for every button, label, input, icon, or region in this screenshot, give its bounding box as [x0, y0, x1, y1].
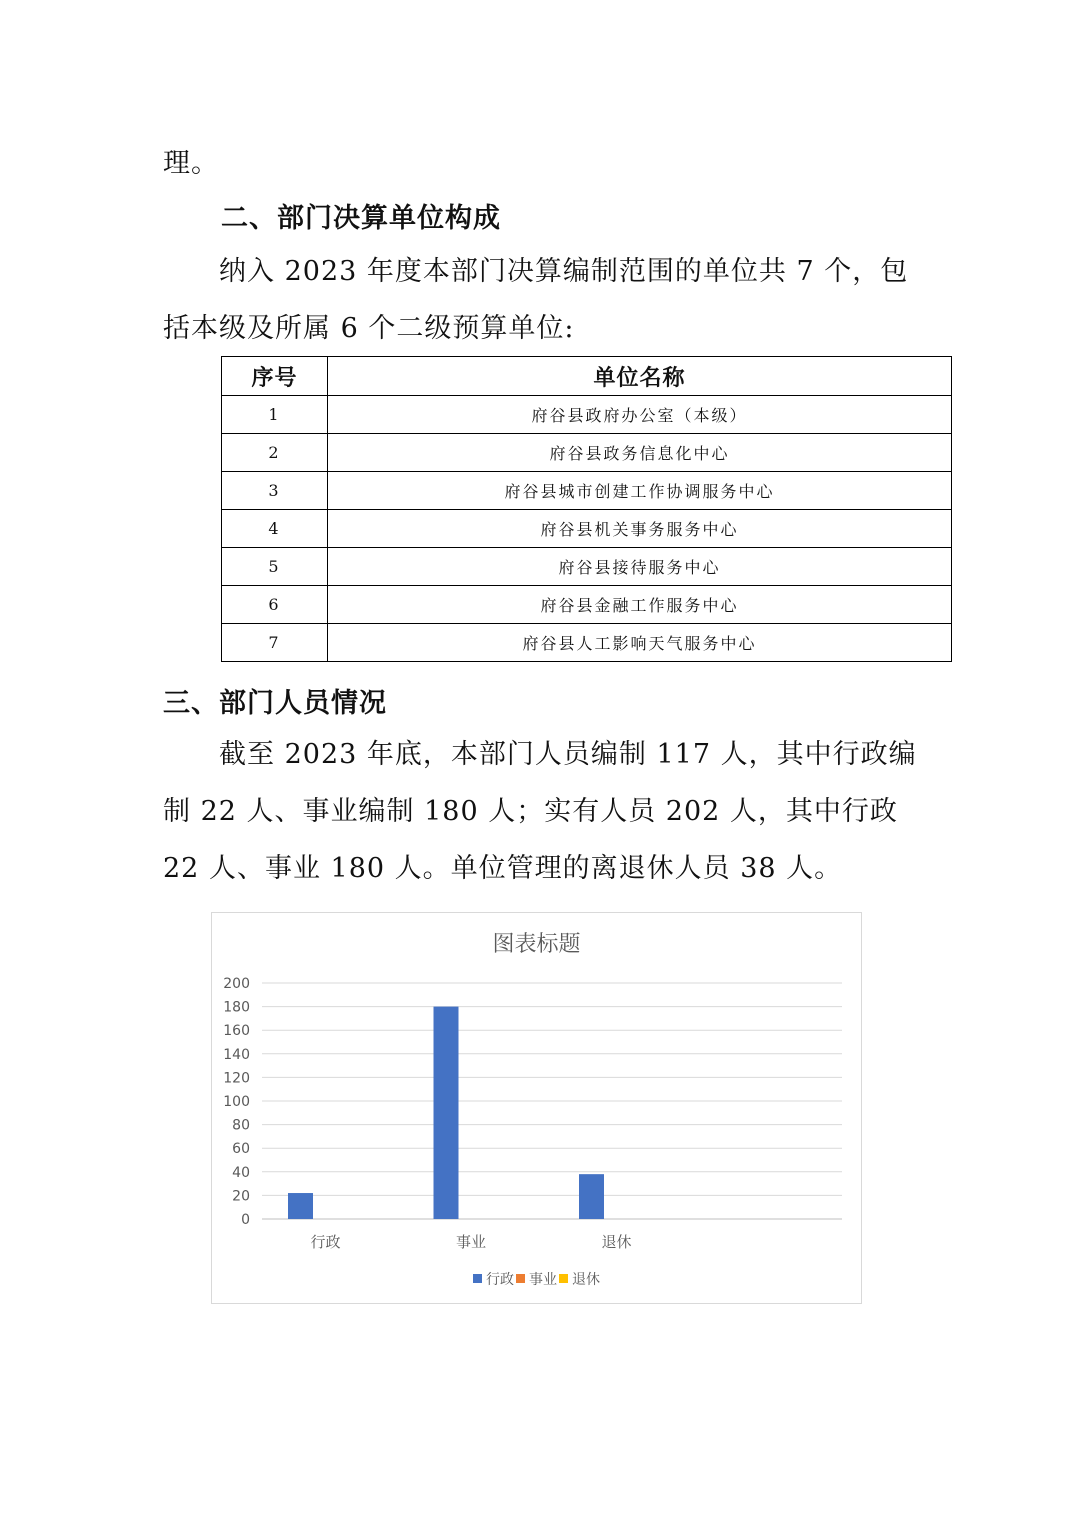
- row-index: 6: [222, 586, 328, 624]
- paragraph-continuation: 理。: [163, 148, 219, 179]
- chart-legend: [212, 1269, 861, 1289]
- bar-行政: [288, 1193, 313, 1219]
- row-index: 5: [222, 548, 328, 586]
- row-unit-name: 府谷县政务信息化中心: [328, 434, 952, 472]
- section3-paragraph: 截至 2023 年底，本部门人员编制 117 人，其中行政编制 22 人、事业编制 180 人；实有人员 202 人，其中行政 22 人、事业 180 人。单位管理的离退休人员 38 人。: [163, 739, 917, 884]
- y-tick-label: 0: [241, 1212, 250, 1228]
- row-index: 7: [222, 624, 328, 662]
- row-index: 3: [222, 472, 328, 510]
- row-index: 1: [222, 396, 328, 434]
- y-tick-label: 20: [232, 1188, 250, 1205]
- x-tick-label: 事业: [455, 1233, 487, 1251]
- row-unit-name: 府谷县机关事务服务中心: [328, 510, 952, 548]
- y-tick-label: 40: [232, 1164, 250, 1181]
- table-row: [222, 510, 952, 548]
- table-header-row: [222, 357, 952, 396]
- section2-heading: 二、部门决算单位构成: [221, 203, 501, 234]
- y-tick-label: 60: [232, 1141, 250, 1158]
- table-row: [222, 396, 952, 434]
- legend-swatch: [473, 1274, 482, 1283]
- y-tick-label: 200: [223, 976, 250, 992]
- header-unit-name: 单位名称: [328, 357, 952, 396]
- table-row: [222, 472, 952, 510]
- table-row: [222, 548, 952, 586]
- legend-swatch: [516, 1274, 525, 1283]
- y-tick-label: 80: [232, 1117, 250, 1134]
- section3-heading: 三、部门人员情况: [163, 688, 387, 719]
- chart-plot-area: [212, 913, 861, 1303]
- y-tick-label: 180: [223, 999, 250, 1016]
- legend-label: 事业: [529, 1272, 557, 1288]
- row-unit-name: 府谷县城市创建工作协调服务中心: [328, 472, 952, 510]
- x-tick-label: 退休: [601, 1233, 632, 1251]
- staff-bar-chart: [211, 912, 862, 1304]
- unit-table: [221, 356, 952, 662]
- table-row: [222, 624, 952, 662]
- row-unit-name: 府谷县人工影响天气服务中心: [328, 624, 952, 662]
- row-index: 4: [222, 510, 328, 548]
- bar-行政: [434, 1007, 459, 1219]
- legend-item: [473, 1269, 514, 1289]
- legend-swatch: [559, 1274, 568, 1283]
- legend-item: [516, 1269, 557, 1289]
- y-tick-label: 120: [223, 1070, 250, 1087]
- chart-title: 图表标题: [492, 932, 581, 957]
- section2-paragraph: 纳入 2023 年度本部门决算编制范围的单位共 7 个，包括本级及所属 6 个二级预算单位:: [163, 256, 909, 344]
- row-unit-name: 府谷县政府办公室（本级）: [328, 396, 952, 434]
- row-index: 2: [222, 434, 328, 472]
- legend-label: 行政: [486, 1272, 514, 1288]
- table-row: [222, 586, 952, 624]
- y-tick-label: 140: [223, 1046, 250, 1063]
- row-unit-name: 府谷县接待服务中心: [328, 548, 952, 586]
- legend-item: [559, 1269, 600, 1289]
- bar-行政: [579, 1174, 604, 1219]
- y-tick-label: 100: [223, 1094, 250, 1110]
- row-unit-name: 府谷县金融工作服务中心: [328, 586, 952, 624]
- y-tick-label: 160: [223, 1023, 250, 1040]
- table-row: [222, 434, 952, 472]
- legend-label: 退休: [572, 1272, 600, 1288]
- header-index: 序号: [222, 357, 328, 396]
- x-tick-label: 行政: [310, 1233, 341, 1251]
